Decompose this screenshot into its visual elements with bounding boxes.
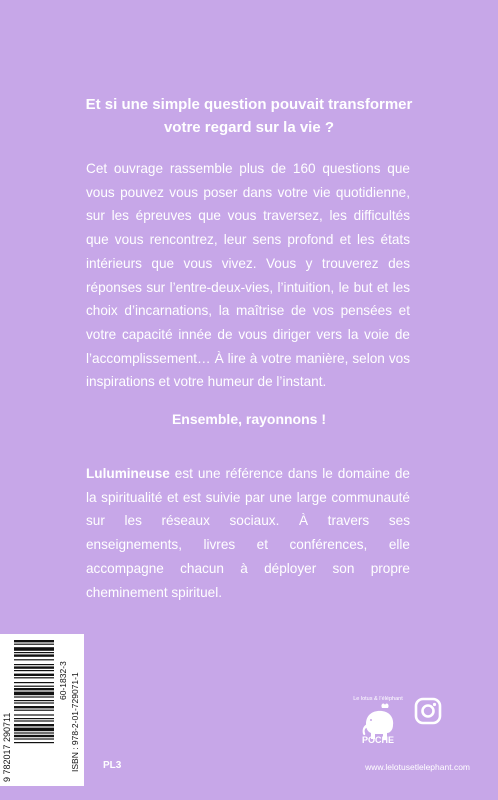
barcode-bar <box>14 640 54 642</box>
publisher-label: POCHE <box>361 735 394 745</box>
barcode-bar <box>14 742 54 743</box>
barcode-bar <box>14 659 54 660</box>
barcode-bar <box>14 664 54 665</box>
barcode-bar <box>14 647 54 651</box>
publisher-url[interactable]: www.lelotusetlelephant.com <box>365 762 470 772</box>
barcode-bar <box>14 674 54 676</box>
barcode-bar <box>14 654 54 656</box>
barcode-bar <box>14 732 54 733</box>
barcode-bar <box>14 652 54 653</box>
rally-line: Ensemble, rayonnons ! <box>171 411 327 427</box>
barcode-bar <box>14 644 54 645</box>
barcode-bar <box>14 714 54 715</box>
barcode-bar <box>14 728 54 732</box>
blurb-paragraph: Cet ouvrage rassemble plus de 160 questions que vous pouvez vous poser dans votre vie quotidienne, sur les épreuves que vous traversez, les difficultés que vous rencontrez, leur sens profond et les états intérieurs que vous vivez. Vous y trouverez des réponses sur l’entre-deux-vies, l’intuition, le but et les choix d’incarnations, la maîtrise de vos pensées et votre capacité innée de vous diriger vers la voie de l’accomplissement… À lire à votre manière, selon vos inspirations et votre humeur de l’instant. <box>86 161 410 390</box>
barcode-bar <box>14 677 54 678</box>
barcode-bar <box>14 718 54 719</box>
publisher-name: Le lotus & l’éléphant <box>353 696 403 702</box>
barcode-bar <box>14 706 54 708</box>
instagram-link[interactable] <box>414 697 442 725</box>
barcode-bar <box>14 700 54 701</box>
barcode-bar <box>14 735 54 737</box>
author-bio <box>86 462 410 604</box>
barcode-bar <box>14 696 54 697</box>
internal-code: 60-1832-3 <box>58 661 68 700</box>
barcode-bar <box>14 686 54 687</box>
barcode-bar <box>14 682 54 683</box>
barcode-bar <box>14 702 54 703</box>
blurb <box>86 157 410 394</box>
barcode-bar <box>14 666 54 668</box>
barcode-bar <box>14 670 54 671</box>
barcode-bar <box>14 688 54 690</box>
barcode-bar <box>14 720 54 721</box>
barcode-bar <box>14 692 54 696</box>
price-code: PL3 <box>103 760 122 771</box>
author-name: Lulumineuse <box>86 466 170 481</box>
instagram-icon <box>414 697 442 725</box>
author-bio-text: est une référence dans le domaine de la spiritualité et est suivie par une large communauté sur les réseaux sociaux. À travers ses enseignements, livres et conférences, elle accompagne chacun à déployer son propre cheminement spirituel. <box>86 466 410 600</box>
headline-line-2: votre regard sur la vie ? <box>163 119 335 136</box>
headline-line-1: Et si une simple question pouvait transformer <box>85 96 413 113</box>
barcode-bar <box>14 710 54 711</box>
barcode-bar <box>14 738 54 739</box>
barcode-bar <box>14 724 54 726</box>
publisher-logo <box>340 690 416 760</box>
barcode-digits: 9 782017 290711 <box>2 712 12 782</box>
isbn-number: ISBN : 978-2-01-729071-1 <box>70 672 80 772</box>
headline <box>60 93 438 139</box>
